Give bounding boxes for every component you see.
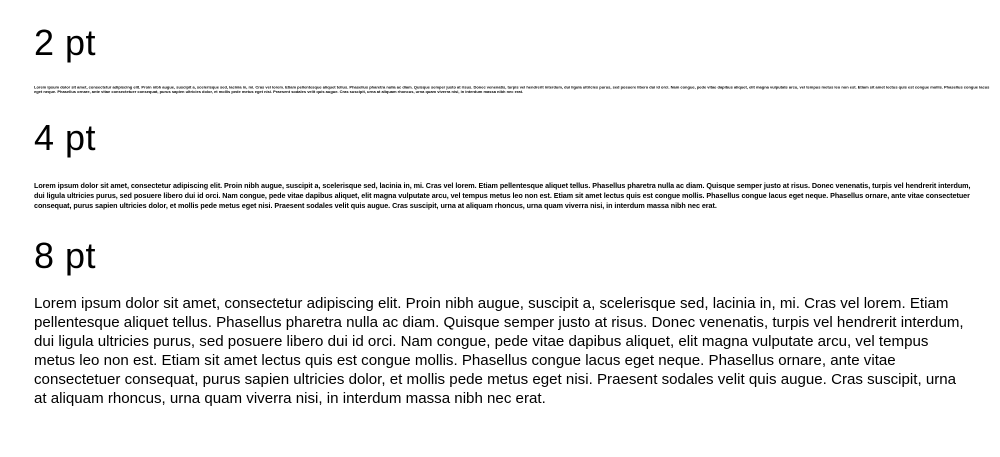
sample-text-2pt: Lorem ipsum dolor sit amet, consectetur adipiscing elit. Proin nibh augue, suscipit a, scelerisque sed, lacinia in, mi. Cras vel lorem. Etiam pellentesque aliquet tellus. Phasellus pharetra nulla ac diam. Quisque semper justo at risus. Donec venenatis, turpis vel hendrerit interdum, dui ligula ultricies purus, sed posuere libero dui id orci. Nam congue, pede vitae dapibus aliquet, elit magna vulputate arcu, vel tempus metus leo non est. Etiam sit amet lectus quis est congue mollis. Phasellus congue lacus eget neque. Phasellus ornare, ante vitae consectetuer consequat, purus sapien ultricies dolor, et mollis pede metus eget nisi. Praesent sodales velit quis augue. Cras suscipit, urna at aliquam rhoncus, urna quam viverra nisi, in interdum massa nibh nec erat. xyxy=(34,85,990,94)
size-heading-2pt: 2 pt xyxy=(34,22,97,63)
size-heading-8pt: 8 pt xyxy=(34,235,97,276)
size-heading-4pt: 4 pt xyxy=(34,117,97,158)
sample-text-8pt: Lorem ipsum dolor sit amet, consectetur adipiscing elit. Proin nibh augue, suscipit a, scelerisque sed, lacinia in, mi. Cras vel lorem. Etiam pellentesque aliquet tellus. Phasellus pharetra nulla ac diam. Quisque semper justo at risus. Donec venenatis, turpis vel hendrerit interdum, dui ligula ultricies purus, sed posuere libero dui id orci. Nam congue, pede vitae dapibus aliquet, elit magna vulputate arcu, vel tempus metus leo non est. Etiam sit amet lectus quis est congue mollis. Phasellus congue lacus eget neque. Phasellus ornare, ante vitae consectetuer consequat, purus sapien ultricies dolor, et mollis pede metus eget nisi. Praesent sodales velit quis augue. Cras suscipit, urna at aliquam rhoncus, urna quam viverra nisi, in interdum massa nibh nec erat. xyxy=(34,295,964,407)
sample-text-4pt: Lorem ipsum dolor sit amet, consectetur adipiscing elit. Proin nibh augue, suscipit a, scelerisque sed, lacinia in, mi. Cras vel lorem. Etiam pellentesque aliquet tellus. Phasellus pharetra nulla ac diam. Quisque semper justo at risus. Donec venenatis, turpis vel hendrerit interdum, dui ligula ultricies purus, sed posuere libero dui id orci. Nam congue, pede vitae dapibus aliquet, elit magna vulputate arcu, vel tempus metus leo non est. Etiam sit amet lectus quis est congue mollis. Phasellus congue lacus eget neque. Phasellus ornare, ante vitae consectetuer consequat, purus sapien ultricies dolor, et mollis pede metus eget nisi. Praesent sodales velit quis augue. Cras suscipit, urna at aliquam rhoncus, urna quam viverra nisi, in interdum massa nibh nec erat. xyxy=(34,181,971,210)
